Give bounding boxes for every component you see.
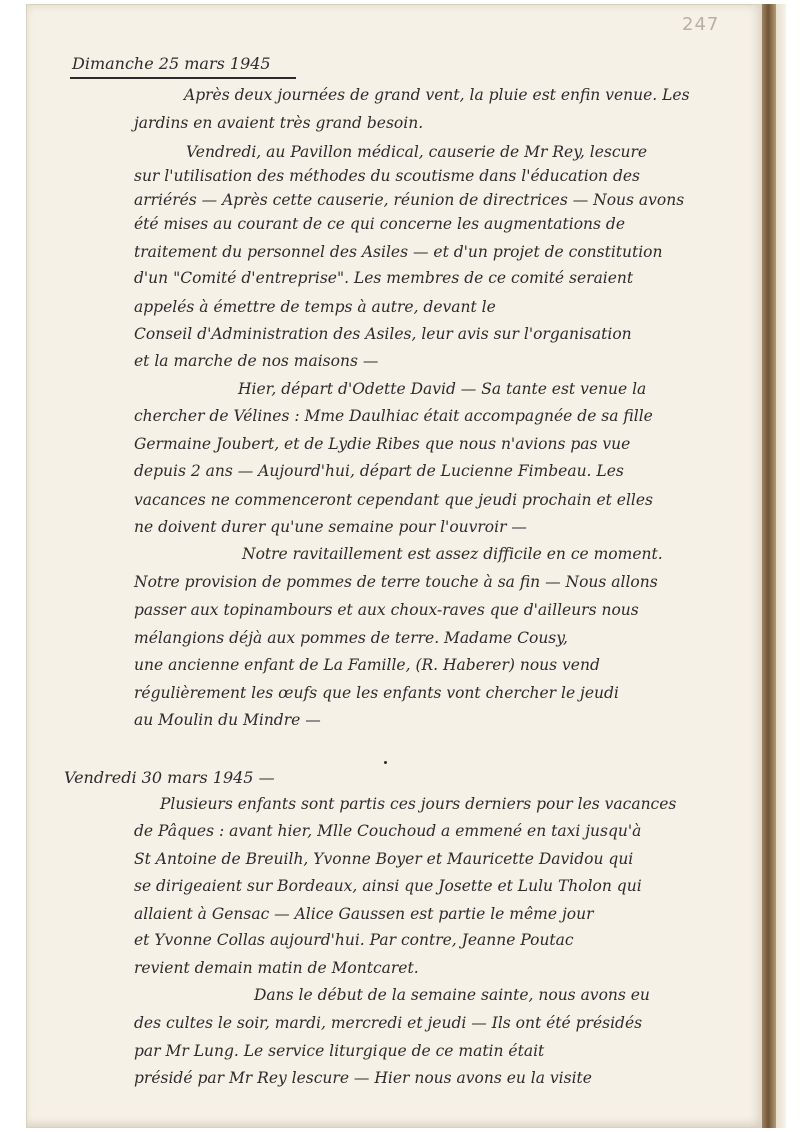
- text-line: Dans le début de la semaine sainte, nous avons eu: [254, 986, 650, 1004]
- page-edge: [776, 4, 786, 1128]
- text-line: Germaine Joubert, et de Lydie Ribes que nous n'avions pas vue: [134, 435, 631, 453]
- text-line: des cultes le soir, mardi, mercredi et jeudi — Ils ont été présidés: [134, 1014, 643, 1032]
- text-line: et la marche de nos maisons —: [134, 352, 379, 370]
- text-line: vacances ne commenceront cependant que jeudi prochain et elles: [134, 491, 654, 509]
- ink-dot: [384, 761, 387, 764]
- text-line: d'un "Comité d'entreprise". Les membres de ce comité seraient: [134, 269, 634, 287]
- entry-date-heading: Vendredi 30 mars 1945 —: [64, 768, 275, 787]
- text-line: été mises au courant de ce qui concerne les augmentations de: [134, 215, 625, 233]
- text-line: arriérés — Après cette causerie, réunion de directrices — Nous avons: [134, 191, 685, 209]
- text-line: présidé par Mr Rey lescure — Hier nous avons eu la visite: [134, 1069, 592, 1087]
- text-line: au Moulin du Mindre —: [134, 711, 321, 729]
- date-underline: [70, 77, 296, 79]
- text-line: par Mr Lung. Le service liturgique de ce matin était: [134, 1042, 545, 1060]
- text-line: jardins en avaient très grand besoin.: [134, 114, 424, 132]
- text-line: revient demain matin de Montcaret.: [134, 959, 419, 977]
- text-line: Notre ravitaillement est assez difficile en ce moment.: [242, 545, 663, 563]
- text-line: une ancienne enfant de La Famille, (R. Haberer) nous vend: [134, 656, 600, 674]
- text-line: depuis 2 ans — Aujourd'hui, départ de Lucienne Fimbeau. Les: [134, 462, 624, 480]
- text-line: de Pâques : avant hier, Mlle Couchoud a emmené en taxi jusqu'à: [134, 822, 642, 840]
- text-line: Conseil d'Administration des Asiles, leur avis sur l'organisation: [134, 325, 632, 343]
- text-line: Vendredi, au Pavillon médical, causerie de Mr Rey, lescure: [186, 143, 648, 161]
- text-line: Hier, départ d'Odette David — Sa tante est venue la: [238, 380, 647, 398]
- text-line: chercher de Vélines : Mme Daulhiac était accompagnée de sa fille: [134, 407, 653, 425]
- text-line: et Yvonne Collas aujourd'hui. Par contre, Jeanne Poutac: [134, 931, 574, 949]
- text-line: Notre provision de pommes de terre touche à sa fin — Nous allons: [134, 573, 658, 591]
- text-line: traitement du personnel des Asiles — et d'un projet de constitution: [134, 243, 663, 261]
- page-number: 247: [682, 14, 720, 35]
- text-line: sur l'utilisation des méthodes du scoutisme dans l'éducation des: [134, 167, 641, 185]
- text-line: régulièrement les œufs que les enfants vont chercher le jeudi: [134, 684, 619, 702]
- text-line: Après deux journées de grand vent, la pluie est enfin venue. Les: [184, 86, 690, 104]
- text-line: appelés à émettre de temps à autre, devant le: [134, 298, 496, 316]
- text-line: passer aux topinambours et aux choux-raves que d'ailleurs nous: [134, 601, 639, 619]
- text-line: St Antoine de Breuilh, Yvonne Boyer et Mauricette Davidou qui: [134, 850, 634, 868]
- notebook-binding: [762, 4, 776, 1128]
- text-line: allaient à Gensac — Alice Gaussen est partie le même jour: [134, 905, 594, 923]
- text-line: se dirigeaient sur Bordeaux, ainsi que Josette et Lulu Tholon qui: [134, 877, 642, 895]
- text-line: ne doivent durer qu'une semaine pour l'ouvroir —: [134, 518, 527, 536]
- text-line: Plusieurs enfants sont partis ces jours derniers pour les vacances: [160, 795, 677, 813]
- text-line: mélangions déjà aux pommes de terre. Madame Cousy,: [134, 629, 568, 647]
- entry-date-heading: Dimanche 25 mars 1945: [72, 54, 271, 73]
